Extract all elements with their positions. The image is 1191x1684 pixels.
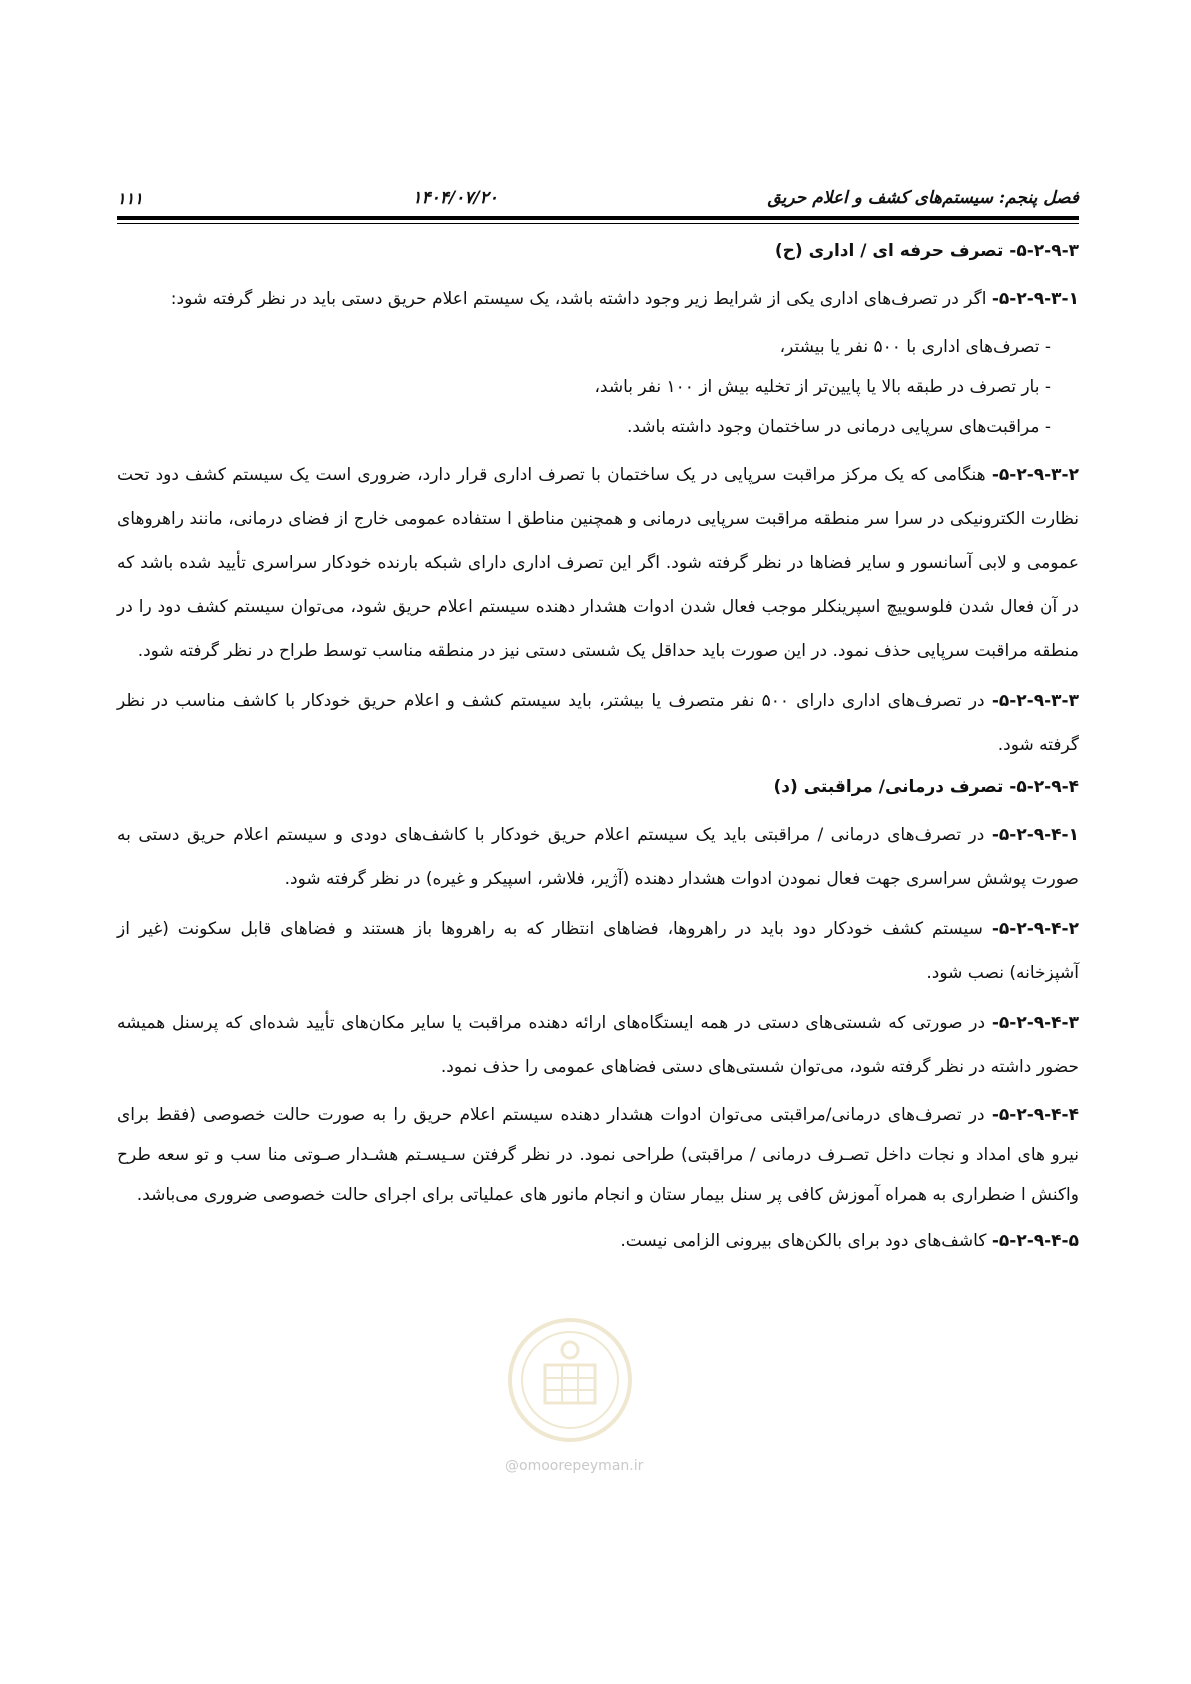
watermark-url: @omoorepeyman.ir: [505, 1458, 644, 1474]
section-title: تصرف حرفه ای / اداری (ح): [774, 241, 1010, 261]
clause-paragraph: [117, 1221, 1079, 1261]
list-item: - مراقبت‌های سرپایی درمانی در ساختمان وجود داشته باشد.: [626, 417, 1051, 437]
document-body: [117, 237, 1079, 1267]
clause-number: ۵-۲-۹-۴-۳-: [991, 1013, 1079, 1033]
condition-list: [117, 327, 1051, 447]
clause-number: ۵-۲-۹-۴-۴-: [991, 1105, 1079, 1125]
section-number: ۵-۲-۹-۳-: [1009, 241, 1079, 261]
clause-text: هنگامی که یک مرکز مراقبت سرپایی در یک ساختمان با تصرف اداری قرار دارد، ضروری است یک سیستم کشف دود تحت نظارت الکترونیکی در سرا سر منطقه مراقبت سرپایی درمانی و همچنین مناطق ا ستفاده عمومی خارج از فضای درمانی، مانند راهروهای عمومی و لابی آسانسور و سایر فضاها در نظر گرفته شود. اگر این تصرف اداری دارای شبکه بارنده خودکار سراسری تأیید شده باشد که در آن فعال شدن فلوسوییچ اسپرینکلر موجب فعال شدن ادوات هشدار دهنده سیستم اعلام حریق شود، می‌توان سیستم کشف دود را در منطقه مراقبت سرپایی حذف نمود. در این صورت باید حداقل یک شستی دستی نیز در منطقه مناسب توسط طراح در نظر گرفته شود.: [117, 465, 1079, 661]
page-number: ۱۱۱: [117, 188, 143, 208]
section-heading: [117, 237, 1079, 265]
clause-text: در صورتی که شستی‌های دستی در همه ایستگاه‌های ارائه دهنده مراقبت یا سایر مکان‌های تأیید شده‌ای که پرسنل همیشه حضور داشته در نظر گرفته شود، می‌توان شستی‌های دستی فضاهای عمومی را حذف نمود.: [117, 1013, 1079, 1077]
clause-paragraph: [117, 1095, 1079, 1215]
clause-text: در تصرف‌های درمانی/مراقبتی می‌توان ادوات هشدار دهنده سیستم اعلام حریق را به صورت حالت خصوصی (فقط برای نیرو های امداد و نجات داخل تصـرف درمانی / مراقبتی) طراحی نمود. در نظر گرفتن سـیسـتم هشـدار صـوتی منا سب و تو سعه طرح واکنش ا ضطراری به همراه آموزش کافی پر سنل بیمار ستان و انجام مانور های عملیاتی برای اجرای حالت خصوصی ضروری می‌باشد.: [117, 1105, 1079, 1205]
clause-paragraph: [117, 1001, 1079, 1089]
clause-text: سیستم کشف خودکار دود باید در راهروها، فضاهای انتظار که به راهروها باز هستند و فضاهای قابل سکونت (غیر از آشپزخانه) نصب شود.: [117, 919, 1079, 983]
clause-number: ۵-۲-۹-۴-۱-: [991, 825, 1079, 845]
clause-text: کاشف‌های دود برای بالکن‌های بیرونی الزامی نیست.: [620, 1231, 992, 1251]
page-header: [117, 183, 1079, 213]
clause-paragraph: [117, 277, 1079, 321]
watermark-seal-icon: [505, 1315, 635, 1445]
clause-paragraph: [117, 907, 1079, 995]
clause-text: اگر در تصرف‌های اداری یکی از شرایط زیر وجود داشته باشد، یک سیستم اعلام حریق دستی باید در نظر گرفته شود:: [170, 289, 992, 309]
header-rule-thick: [117, 216, 1079, 220]
clause-paragraph: [117, 453, 1079, 673]
chapter-title: فصل پنجم: سیستم‌های کشف و اعلام حریق: [767, 188, 1079, 208]
header-rule-thin: [117, 223, 1079, 224]
list-item: - بار تصرف در طبقه بالا یا پایین‌تر از تخلیه بیش از ۱۰۰ نفر باشد،: [594, 377, 1051, 397]
clause-text: در تصرف‌های اداری دارای ۵۰۰ نفر متصرف یا بیشتر، باید سیستم کشف و اعلام حریق خودکار با کاشف مناسب در نظر گرفته شود.: [117, 691, 1079, 755]
clause-paragraph: [117, 679, 1079, 767]
clause-number: ۵-۲-۹-۳-۳-: [991, 691, 1079, 711]
section-heading: [117, 773, 1079, 801]
clause-number: ۵-۲-۹-۳-۲-: [991, 465, 1079, 485]
clause-text: در تصرف‌های درمانی / مراقبتی باید یک سیستم اعلام حریق خودکار با کاشف‌های دودی و سیستم اعلام حریق دستی به صورت پوشش سراسری جهت فعال نمودن ادوات هشدار دهنده (آژیر، فلاشر، اسپیکر و غیره) در نظر گرفته شود.: [117, 825, 1079, 889]
clause-number: ۵-۲-۹-۴-۲-: [991, 919, 1079, 939]
header-date: ۱۴۰۴/۰۷/۲۰: [412, 188, 498, 208]
clause-number: ۵-۲-۹-۴-۵-: [991, 1231, 1079, 1251]
section-title: تصرف درمانی/ مراقبتی (د): [773, 777, 1010, 797]
clause-number: ۵-۲-۹-۳-۱-: [991, 289, 1079, 309]
section-number: ۵-۲-۹-۴-: [1009, 777, 1079, 797]
list-item: - تصرف‌های اداری با ۵۰۰ نفر یا بیشتر،: [779, 337, 1051, 357]
clause-paragraph: [117, 813, 1079, 901]
